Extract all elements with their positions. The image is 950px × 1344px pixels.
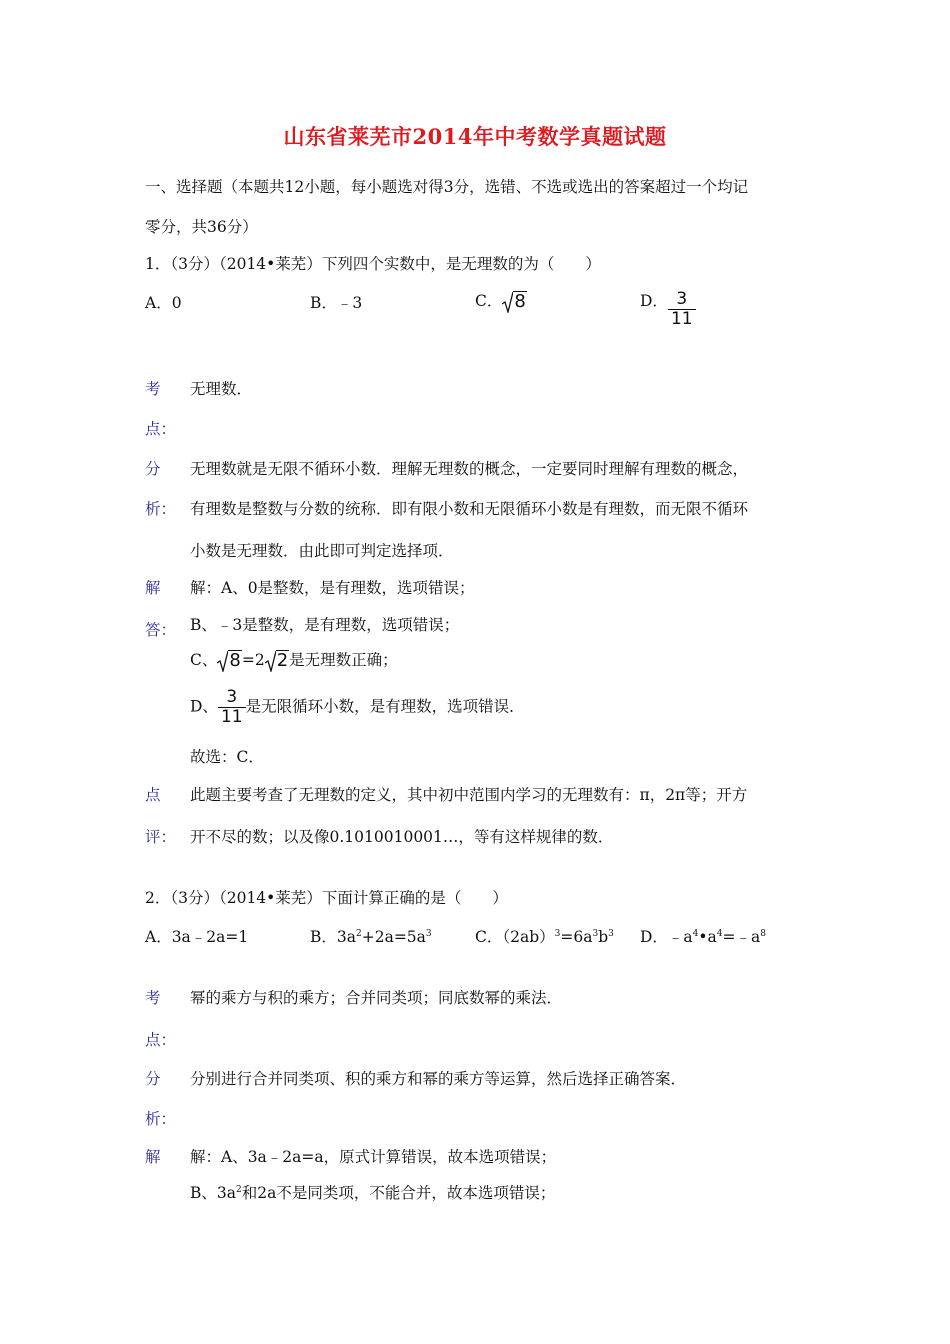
radical-sign-icon	[502, 291, 513, 313]
q2-option-c-sup3: 3	[608, 929, 614, 939]
q1-option-d-label: D．	[640, 292, 668, 310]
jieda-c-mid: =2	[241, 651, 265, 669]
q2-fenxi-tag-1: 分	[145, 1070, 161, 1088]
q1-jieda-c	[190, 649, 398, 672]
denominator: 11	[670, 309, 693, 329]
q2-jieda-b-sup: 2	[236, 1185, 242, 1195]
q2-fenxi-tag-2: 析：	[145, 1110, 177, 1128]
q1-kaodian: 无理数．	[190, 380, 253, 398]
q2-option-c-part1: C．（2ab）	[475, 928, 555, 946]
fraction	[668, 290, 696, 329]
q2-option-c-part3: b	[598, 928, 609, 946]
q2-option-b-part1: B．3a	[310, 928, 356, 946]
jieda-c-prefix: C、	[190, 651, 218, 669]
q2-option-b-sup2: 3	[425, 929, 432, 939]
q2-option-d-sup2: 4	[716, 929, 723, 939]
radical-sign-icon	[265, 650, 276, 672]
q2-option-c-part2: =6a	[560, 928, 593, 946]
q2-fenxi: 分别进行合并同类项、积的乘方和幂的乘方等运算，然后选择正确答案．	[190, 1070, 687, 1088]
q1-kaodian-tag-1: 考	[145, 380, 161, 398]
q2-option-d-part1: D．﹣a	[640, 928, 693, 946]
q2-jieda-b	[190, 1182, 555, 1204]
q2-jieda-b-part1: B、3a	[190, 1184, 236, 1202]
radicand: 2	[276, 650, 289, 671]
sqrt-expression	[265, 650, 289, 672]
q2-option-b-sup1: 2	[356, 929, 362, 939]
q2-stem: 2．（3分）（2014•莱芜）下面计算正确的是（ ）	[145, 889, 508, 907]
q1-jieda-d	[190, 688, 525, 727]
q2-kaodian: 幂的乘方与积的乘方；合并同类项；同底数幂的乘法．	[190, 989, 563, 1007]
q2-option-c	[475, 926, 614, 948]
page-title: 山东省莱芜市2014年中考数学真题试题	[283, 124, 667, 149]
q1-jieda-end: 故选：C．	[190, 748, 264, 766]
q2-option-d-part3: =﹣a	[722, 928, 761, 946]
section-header-line2: 零分，共36分）	[145, 218, 258, 236]
radicand: 8	[514, 291, 526, 312]
numerator: 3	[676, 289, 688, 309]
q1-jieda-b: B、﹣3是整数，是有理数，选项错误；	[190, 616, 460, 634]
sqrt-expression	[217, 650, 241, 672]
q2-kaodian-tag-1: 考	[145, 989, 161, 1007]
q1-jieda-tag-1: 解	[145, 579, 161, 597]
q2-option-d	[640, 926, 766, 948]
q1-fenxi-line1: 无理数就是无限不循环小数．理解无理数的概念，一定要同时理解有理数的概念，	[190, 460, 749, 478]
q1-fenxi-line3: 小数是无理数．由此即可判定选择项．	[190, 542, 454, 560]
q2-option-c-sup1: 3	[554, 929, 561, 939]
q1-option-a: A．0	[145, 294, 182, 312]
q1-kaodian-tag-2: 点：	[145, 420, 177, 438]
q2-option-d-part2: •a	[698, 928, 717, 946]
q1-dianping-line2: 开不尽的数；以及像0.1010010001…，等有这样规律的数．	[190, 828, 614, 846]
q1-jieda-tag-2: 答：	[145, 621, 177, 639]
jieda-d-suffix: 是无限循环小数，是有理数，选项错误．	[245, 697, 525, 716]
q2-option-c-sup2: 3	[592, 929, 599, 939]
q2-option-b	[310, 926, 432, 948]
q1-option-c-label: C．	[475, 292, 503, 310]
q2-option-a: A．3a﹣2a=1	[145, 928, 249, 946]
q1-jieda-a: 解：A、0是整数，是有理数，选项错误；	[190, 579, 475, 597]
denominator: 11	[220, 707, 243, 727]
q1-option-b: B．﹣3	[310, 294, 363, 312]
q2-option-d-sup3: 8	[760, 929, 766, 939]
q1-fenxi-tag-2: 析：	[145, 500, 177, 518]
q2-jieda-b-part2: 和2a不是同类项，不能合并，故本选项错误；	[241, 1184, 556, 1202]
q1-fenxi-line2: 有理数是整数与分数的统称．即有限小数和无限循环小数是有理数，而无限不循环	[190, 500, 749, 518]
q1-option-c	[475, 290, 527, 313]
radicand: 8	[229, 650, 241, 671]
jieda-c-suffix: 是无理数正确；	[289, 651, 398, 669]
radical-sign-icon	[217, 650, 228, 672]
section-header-line1: 一、选择题（本题共12小题，每小题选对得3分，选错、不选或选出的答案超过一个均记	[145, 178, 749, 196]
numerator: 3	[226, 687, 238, 707]
q1-dianping-line1: 此题主要考查了无理数的定义，其中初中范围内学习的无理数有：π，2π等；开方	[190, 786, 748, 804]
q1-stem: 1．（3分）（2014•莱芜）下列四个实数中，是无理数的为（ ）	[145, 255, 601, 273]
q2-option-b-part2: +2a=5a	[361, 928, 426, 946]
q2-kaodian-tag-2: 点：	[145, 1031, 177, 1049]
sqrt-expression	[502, 291, 526, 313]
q2-jieda-tag-1: 解	[145, 1148, 161, 1166]
q2-jieda-a: 解：A、3a﹣2a=a，原式计算错误，故本选项错误；	[190, 1148, 557, 1166]
fraction	[218, 688, 246, 727]
q1-option-d	[640, 290, 696, 329]
q1-dianping-tag-2: 评：	[145, 828, 177, 846]
jieda-d-prefix: D、	[190, 697, 218, 716]
q2-option-d-sup1: 4	[692, 929, 699, 939]
q1-dianping-tag-1: 点	[145, 786, 161, 804]
q1-fenxi-tag-1: 分	[145, 460, 161, 478]
